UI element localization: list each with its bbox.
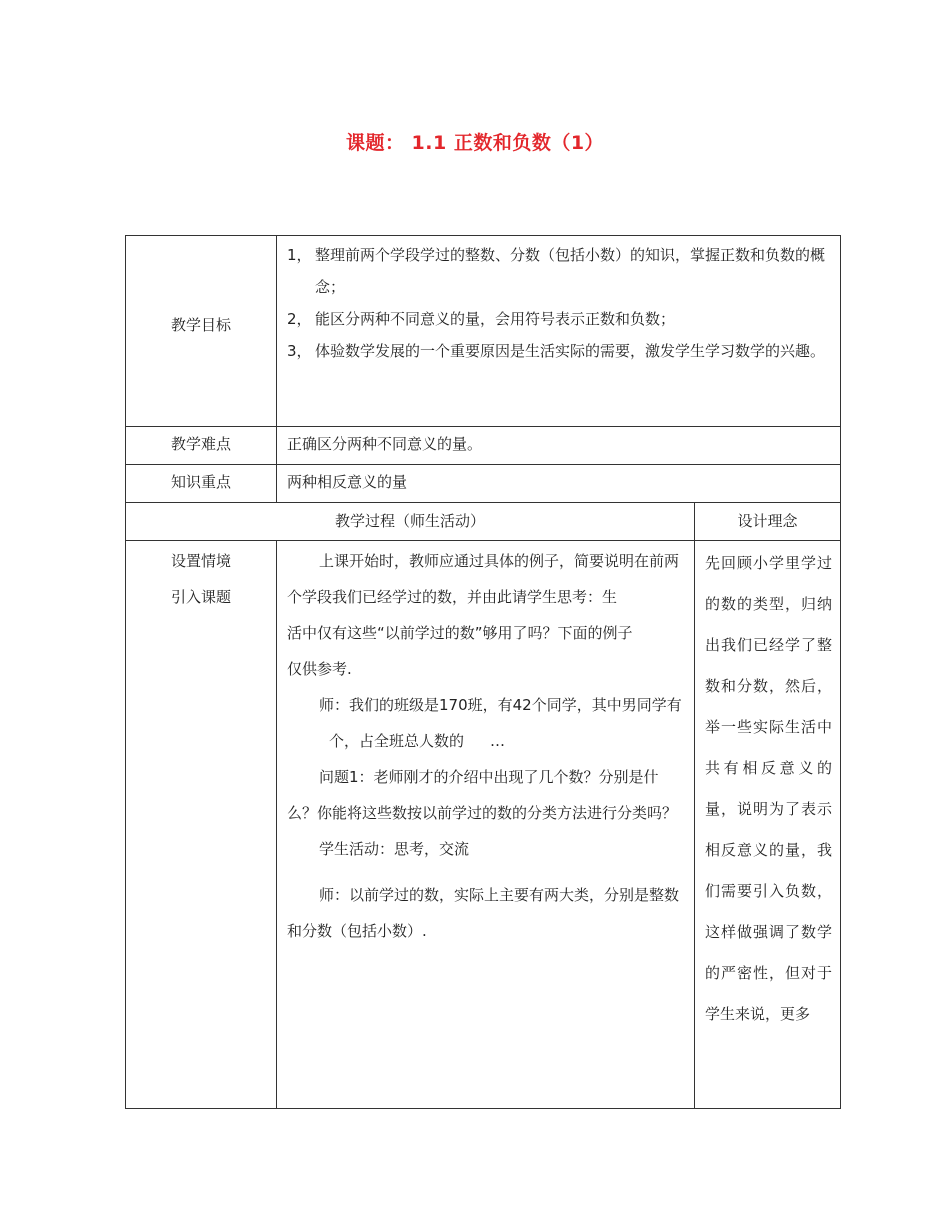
goal-item — [287, 335, 830, 367]
goals-content — [277, 236, 841, 427]
process-content — [277, 541, 695, 1109]
lesson-title: 课题： 1.1 正数和负数（1） — [345, 132, 605, 154]
teacher-class-text-cont: 个，占全班总人数的 — [329, 732, 465, 750]
difficulty-text: 正确区分两种不同意义的量。 — [277, 427, 841, 465]
key-points-row — [126, 465, 841, 503]
goal-text: 整理前两个学段学过的整数、分数（包括小数）的知识，掌握正数和负数的概念； — [315, 246, 826, 296]
rationale-header: 设计理念 — [695, 503, 841, 541]
process-header-row — [126, 503, 841, 541]
activity-paragraph: 学生活动：思考，交流 — [319, 840, 470, 858]
key-points-text: 两种相反意义的量 — [277, 465, 841, 503]
goal-text: 能区分两种不同意义的量，会用符号表示正数和负数； — [315, 310, 676, 328]
teacher-paragraph: 师：以前学过的数，实际上主要有两大类，分别是整数和分数（包括小数）. — [287, 886, 680, 940]
stage-label-line: 引入课题 — [170, 588, 231, 606]
rationale-content: 先回顾小学里学过的数的类型，归纳出我们已经学了整数和分数，然后，举一些实际生活中共有相反意义的量，说明为了表示相反意义的量，我们需要引入负数，这样做强调了数学的严密性，但对于学生来说，更多 — [695, 541, 841, 1109]
process-paragraph: 上课开始时，教师应通过具体的例子，简要说明在前两个学段我们已经学过的数，并由此请学生思考：生 — [287, 552, 680, 606]
stage-label-line: 设置情境 — [170, 552, 231, 570]
process-header: 教学过程（师生活动） — [126, 503, 695, 541]
stage-label — [126, 541, 277, 1109]
question-paragraph: 问题1：老师刚才的介绍中出现了几个数？分别是什么？你能将这些数按以前学过的数的分类方法进行分类吗？ — [287, 768, 678, 822]
goal-item — [287, 239, 830, 303]
goals-row — [126, 236, 841, 427]
process-paragraph — [287, 687, 686, 759]
goals-list — [287, 236, 830, 369]
ellipsis: … — [490, 732, 506, 750]
goals-label: 教学目标 — [126, 236, 277, 427]
goal-number: 3， — [287, 342, 312, 360]
goal-text: 体验数学发展的一个重要原因是生活实际的需要，激发学生学习数学的兴趣。 — [315, 342, 826, 360]
difficulty-row — [126, 427, 841, 465]
goal-number: 2， — [287, 310, 312, 328]
goal-number: 1， — [287, 246, 312, 264]
process-paragraph: 活中仅有这些“以前学过的数”够用了吗？下面的例子 — [287, 624, 633, 642]
teacher-class-text: 师：我们的班级是170班，有42个同学，其中男同学有 — [319, 696, 682, 714]
process-paragraph: 仅供参考. — [287, 660, 352, 678]
difficulty-label: 教学难点 — [126, 427, 277, 465]
goal-item — [287, 303, 830, 335]
key-points-label: 知识重点 — [126, 465, 277, 503]
lesson-plan-table — [125, 235, 841, 1109]
stage-row — [126, 541, 841, 1109]
